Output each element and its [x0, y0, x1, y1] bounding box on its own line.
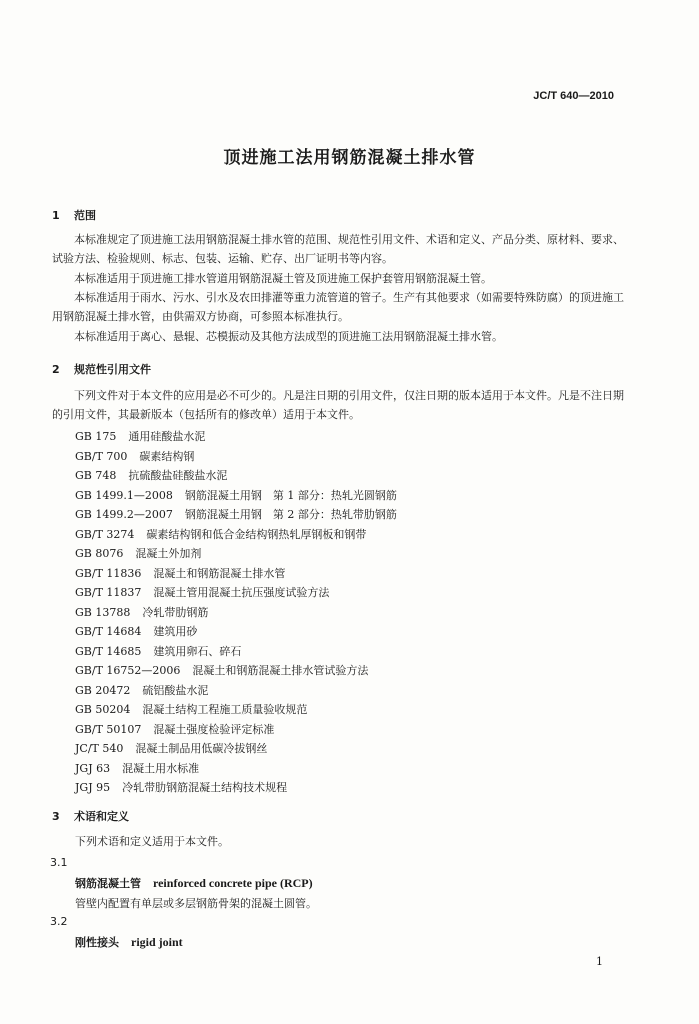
reference-code: GB/T 16752—2006: [75, 664, 181, 677]
term-en: rigid joint: [131, 935, 183, 949]
reference-item: [75, 564, 397, 584]
reference-title: 碳素结构钢: [139, 449, 195, 463]
reference-item: [75, 622, 397, 642]
section-number: 1: [52, 209, 60, 222]
term-entry: [75, 875, 313, 891]
reference-item: [75, 603, 397, 623]
term-zh: 刚性接头: [75, 936, 119, 949]
reference-code: GB 175: [75, 430, 117, 443]
section-number: 2: [52, 363, 60, 376]
reference-item: [75, 700, 397, 720]
section-3-heading: [52, 808, 129, 824]
reference-code: GB 13788: [75, 605, 131, 619]
reference-title: 建筑用砂: [153, 625, 198, 638]
reference-code: GB 8076: [75, 547, 124, 560]
reference-item: [75, 681, 397, 701]
reference-item: [75, 778, 397, 798]
term-entry: [75, 934, 183, 950]
reference-title: 碳素结构钢和低合金结构钢热轧厚钢板和钢带: [146, 527, 367, 541]
reference-code: GB/T 700: [75, 449, 128, 463]
standard-number: JC/T 640—2010: [533, 90, 614, 102]
reference-title: 冷轧带肋钢筋混凝土结构技术规程: [122, 781, 288, 794]
scope-paragraph-1: 本标准规定了顶进施工法用钢筋混凝土排水管的范围、规范性引用文件、术语和定义、产品分类、原材料、要求、试验方法、检验规则、标志、包装、运输、贮存、出厂证明书等内容。: [52, 233, 624, 265]
reference-code: JGJ 95: [75, 781, 111, 794]
reference-code: GB 748: [75, 469, 117, 482]
reference-item: [75, 525, 397, 545]
reference-item: [75, 466, 397, 486]
reference-code: GB/T 3274: [75, 527, 135, 541]
scope-paragraph-2: 本标准适用于顶进施工排水管道用钢筋混凝土管及顶进施工保护套管用钢筋混凝土管。: [74, 272, 492, 285]
reference-item: [75, 505, 397, 525]
reference-code: GB/T 11837: [75, 586, 142, 599]
reference-title: 混凝土制品用低碳冷拔钢丝: [135, 742, 268, 755]
reference-list: [75, 427, 397, 798]
section-title: 术语和定义: [74, 810, 129, 823]
reference-code: GB/T 14685: [75, 644, 142, 658]
term-definition: 管壁内配置有单层或多层钢筋骨架的混凝土圆管。: [75, 897, 317, 910]
reference-title: 钢筋混凝土用钢 第 1 部分：热轧光圆钢筋: [184, 488, 397, 502]
reference-title: 混凝土和钢筋混凝土排水管: [153, 566, 286, 580]
reference-title: 钢筋混凝土用钢 第 2 部分：热轧带肋钢筋: [184, 508, 397, 521]
normative-intro: 下列文件对于本文件的应用是必不可少的。凡是注日期的引用文件，仅注日期的版本适用于本文件。凡是不注日期的引用文件，其最新版本（包括所有的修改单）适用于本文件。: [52, 389, 624, 421]
reference-item: [75, 720, 397, 740]
section-1-heading: [52, 207, 96, 223]
reference-title: 建筑用卵石、碎石: [153, 644, 242, 658]
reference-item: [75, 544, 397, 564]
term-zh: 钢筋混凝土管: [75, 877, 141, 890]
reference-title: 通用硅酸盐水泥: [128, 430, 206, 443]
clause-number: 3.1: [50, 856, 68, 869]
section-2-heading: [52, 361, 151, 377]
reference-code: GB 1499.2—2007: [75, 508, 173, 521]
page-number: 1: [596, 955, 603, 968]
reference-code: GB/T 11836: [75, 566, 142, 580]
document-title: 顶进施工法用钢筋混凝土排水管: [223, 148, 476, 168]
reference-item: [75, 759, 397, 779]
reference-item: [75, 447, 397, 467]
reference-code: GB 20472: [75, 683, 131, 697]
reference-item: [75, 661, 397, 681]
reference-item: [75, 739, 397, 759]
reference-item: [75, 642, 397, 662]
reference-title: 冷轧带肋钢筋: [142, 605, 209, 619]
term-en: reinforced concrete pipe (RCP): [153, 876, 313, 890]
section-title: 范围: [74, 209, 96, 222]
reference-code: JC/T 540: [75, 742, 124, 755]
reference-title: 混凝土强度检验评定标准: [153, 722, 275, 736]
reference-title: 混凝土用水标准: [122, 761, 200, 775]
reference-item: [75, 486, 397, 506]
reference-title: 混凝土和钢筋混凝土排水管试验方法: [192, 664, 369, 677]
reference-item: [75, 583, 397, 603]
reference-code: JGJ 63: [75, 761, 111, 775]
reference-title: 抗硫酸盐硅酸盐水泥: [128, 469, 228, 482]
scope-paragraph-3: 本标准适用于雨水、污水、引水及农田排灌等重力流管道的管子。生产有其他要求（如需要特殊防腐）的顶进施工用钢筋混凝土排水管，由供需双方协商，可参照本标准执行。: [52, 291, 624, 323]
reference-code: GB/T 14684: [75, 625, 142, 638]
section-title: 规范性引用文件: [74, 363, 151, 376]
reference-title: 混凝土管用混凝土抗压强度试验方法: [153, 586, 330, 599]
reference-title: 混凝土外加剂: [135, 547, 202, 560]
reference-code: GB/T 50107: [75, 722, 142, 736]
scope-paragraph-4: 本标准适用于离心、悬辊、芯模振动及其他方法成型的顶进施工法用钢筋混凝土排水管。: [74, 330, 503, 343]
reference-item: [75, 427, 397, 447]
reference-code: GB 50204: [75, 703, 131, 716]
reference-title: 混凝土结构工程施工质量验收规范: [142, 703, 308, 716]
reference-code: GB 1499.1—2008: [75, 488, 173, 502]
reference-title: 硫铝酸盐水泥: [142, 683, 209, 697]
clause-number: 3.2: [50, 915, 68, 928]
terms-intro: 下列术语和定义适用于本文件。: [75, 835, 229, 848]
section-number: 3: [52, 810, 60, 823]
